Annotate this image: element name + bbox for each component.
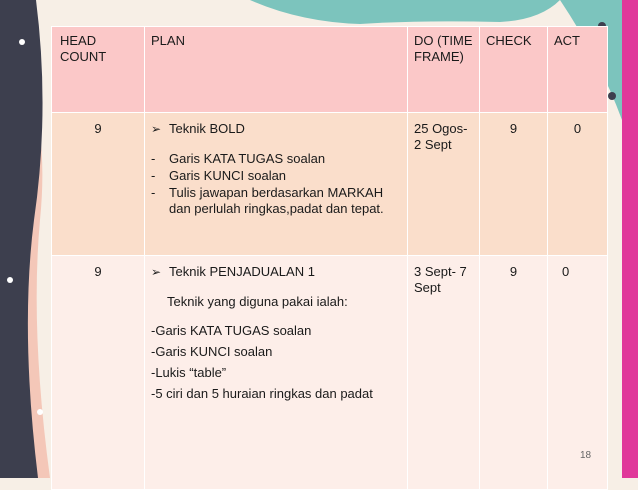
pink-side-bar	[622, 0, 638, 478]
list-item: - Garis KUNCI soalan	[151, 168, 287, 183]
arrow-bullet-icon: ➢	[151, 122, 162, 136]
dot	[19, 39, 25, 45]
list-item: - Tulis jawapan berdasarkan MARKAH dan perlulah ringkas,padat dan tepat.	[151, 185, 384, 216]
cell-head-count: 9	[52, 256, 145, 490]
cell-do-time-frame: 3 Sept- 7 Sept	[408, 256, 480, 490]
cell-act: 0	[548, 256, 608, 490]
table-header-row	[52, 27, 608, 113]
list-item: - Garis KATA TUGAS soalan	[151, 151, 326, 166]
header-head-count: HEAD COUNT	[52, 27, 145, 113]
plan-list	[151, 151, 401, 217]
cell-plan	[145, 256, 408, 490]
arrow-bullet-icon: ➢	[151, 265, 162, 279]
list-item: -Garis KUNCI soalan	[151, 344, 273, 359]
plan-title: ➢ Teknik BOLD	[151, 121, 245, 136]
page-number: 18	[580, 450, 592, 461]
list-item: -5 ciri dan 5 huraian ringkas dan padat	[151, 386, 373, 401]
cell-check: 9	[480, 256, 548, 490]
cell-plan	[145, 113, 408, 256]
header-act: ACT	[548, 27, 608, 113]
table-row	[52, 256, 608, 490]
dot	[7, 277, 13, 283]
header-check: CHECK	[480, 27, 548, 113]
cell-do-time-frame: 25 Ogos- 2 Sept	[408, 113, 480, 256]
cell-check: 9	[480, 113, 548, 256]
table-row	[52, 113, 608, 256]
pdca-table	[51, 26, 608, 490]
cell-head-count: 9	[52, 113, 145, 256]
plan-title: ➢ Teknik PENJADUALAN 1	[151, 264, 315, 279]
dot	[37, 409, 43, 415]
dark-dot	[608, 92, 616, 100]
cell-act: 0	[548, 113, 608, 256]
list-item: -Lukis “table”	[151, 365, 227, 380]
header-do-time-frame: DO (TIME FRAME)	[408, 27, 480, 113]
list-item: -Garis KATA TUGAS soalan	[151, 323, 312, 338]
plan-lead: Teknik yang diguna pakai ialah:	[167, 294, 348, 309]
header-plan: PLAN	[145, 27, 408, 113]
